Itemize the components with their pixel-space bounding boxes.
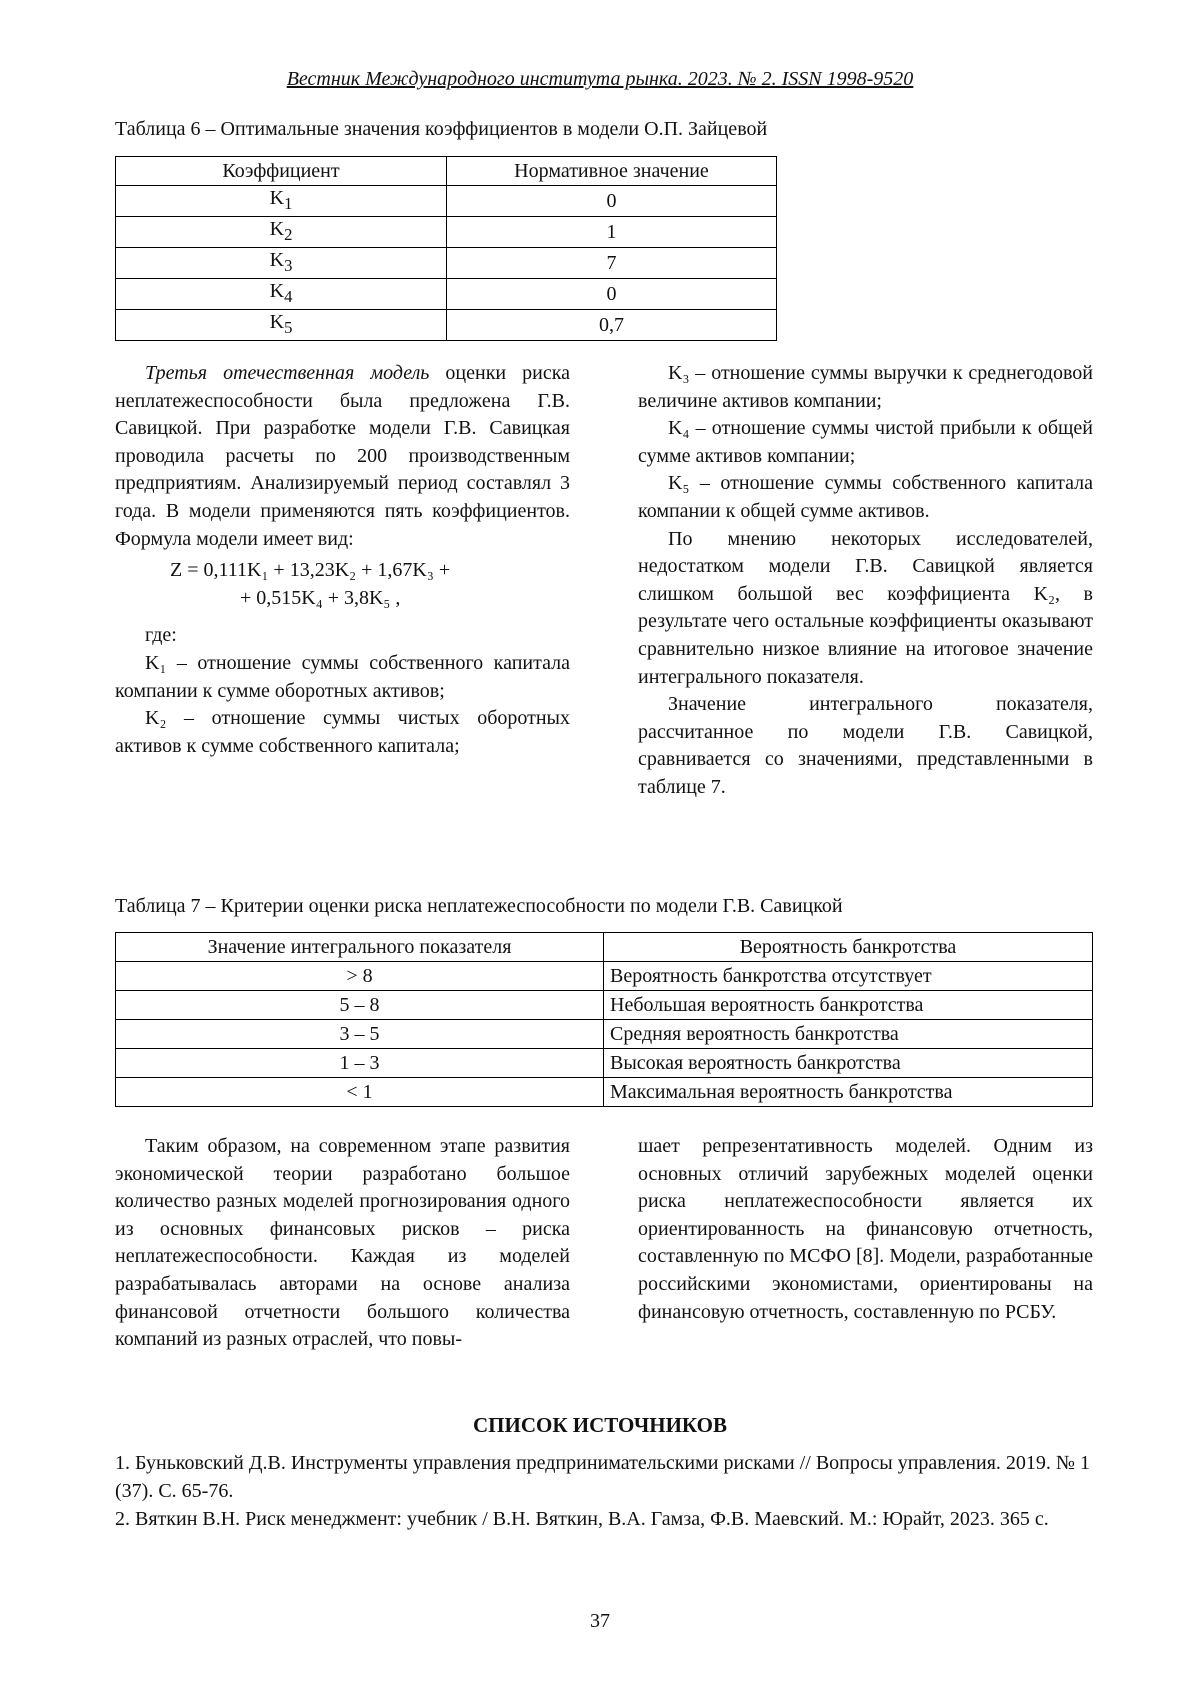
value-cell: 0,7	[447, 310, 777, 341]
left-column	[115, 360, 570, 760]
table-row	[116, 962, 1093, 991]
value-cell: 0	[447, 186, 777, 217]
formula-line-2: + 0,515K₄ + 3,8K₅ ,	[240, 586, 401, 609]
value-cell: 0	[447, 279, 777, 310]
coef-cell: $K_4$	[116, 279, 447, 310]
table7-header-row	[116, 933, 1093, 962]
references-title: СПИСОК ИСТОЧНИКОВ	[473, 1413, 727, 1437]
coef-cell: $K_1$	[116, 186, 447, 217]
coef-cell: $K_5$	[116, 310, 447, 341]
where-label: где:	[145, 624, 177, 647]
intro-paragraph: Третья отечественная модель оценки риска неплатежеспособности была предложена Г.В. Савицкой. При разработке модели Г.В. Савицкая проводила расчеты по 200 производственным предприятиям. Анализируемый период составлял 3 года. В модели применяются пять коэффициентов. Формула модели имеет вид:	[115, 362, 571, 550]
reference-item: 2. Вяткин В.Н. Риск менеджмент: учебник / В.Н. Вяткин, В.А. Гамза, Ф.В. Маевский. М.: Юрайт, 2023. 365 с.	[115, 1508, 1049, 1530]
table7	[115, 932, 1093, 1107]
k1-definition: K₁ – отношение суммы собственного капитала компании к сумме оборотных активов;	[115, 651, 570, 702]
table-row	[116, 279, 777, 310]
conclusion-right	[638, 1133, 1093, 1326]
value-cell: < 1	[116, 1078, 604, 1107]
value-cell: 3 – 5	[116, 1020, 604, 1049]
table6-caption: Таблица 6 – Оптимальные значения коэффициентов в модели О.П. Зайцевой	[115, 118, 768, 140]
table6-header-coef: Коэффициент	[116, 157, 447, 186]
conclusion-paragraph: Таким образом, на современном этапе развития экономической теории разработано большое количество разных моделей прогнозирования одного из основных финансовых рисков – риска неплатежеспособности. Каждая из моделей разрабатывалась авторами на основе анализа финансовой отчетности большого количества компаний из разных отраслей, что повы-	[115, 1135, 570, 1351]
table6-header-row	[116, 157, 777, 186]
conclusion-left	[115, 1133, 570, 1354]
table-row	[116, 217, 777, 248]
k5-definition: K₅ – отношение суммы собственного капитала компании к общей сумме активов.	[638, 472, 1093, 522]
opinion-paragraph: По мнению некоторых исследователей, недостатком модели Г.В. Савицкой является слишком большой вес коэффициента K₂, в результате чего остальные коэффициенты оказывают сравнительно низкое влияние на итоговое значение интегрального показателя.	[638, 527, 1093, 688]
table-row	[116, 310, 777, 341]
prob-cell: Вероятность банкротства отсутствует	[604, 962, 1093, 991]
comparison-paragraph: Значение интегрального показателя, рассчитанное по модели Г.В. Савицкой, сравнивается со значениями, представленными в таблице 7.	[638, 693, 1093, 798]
prob-cell: Высокая вероятность банкротства	[604, 1049, 1093, 1078]
table-row	[116, 1049, 1093, 1078]
prob-cell: Средняя вероятность банкротства	[604, 1020, 1093, 1049]
value-cell: 7	[447, 248, 777, 279]
k4-definition: K₄ – отношение суммы чистой прибыли к общей сумме активов компании;	[638, 417, 1093, 467]
table7-caption: Таблица 7 – Критерии оценки риска неплатежеспособности по модели Г.В. Савицкой	[115, 895, 843, 917]
journal-header: Вестник Международного института рынка. 2023. № 2. ISSN 1998-9520	[286, 68, 914, 90]
coef-cell: $K_3$	[116, 248, 447, 279]
table-row	[116, 186, 777, 217]
right-column	[638, 360, 1093, 802]
table-row	[116, 991, 1093, 1020]
value-cell: 5 – 8	[116, 991, 604, 1020]
table-row	[116, 248, 777, 279]
prob-cell: Максимальная вероятность банкротства	[604, 1078, 1093, 1107]
formula-line-1: Z = 0,111K₁ + 13,23K₂ + 1,67K₃ +	[170, 559, 451, 582]
table7-header-prob: Вероятность банкротства	[604, 933, 1093, 962]
k3-definition: K₃ – отношение суммы выручки к среднегодовой величине активов компании;	[638, 362, 1093, 412]
table-row	[116, 1020, 1093, 1049]
table6-header-value: Нормативное значение	[447, 157, 777, 186]
table-row	[116, 1078, 1093, 1107]
value-cell: > 8	[116, 962, 604, 991]
page-number: 37	[590, 1610, 610, 1632]
k2-definition: K₂ – отношение суммы чистых оборотных активов к сумме собственного капитала;	[115, 707, 570, 757]
table6	[115, 156, 777, 341]
prob-cell: Небольшая вероятность банкротства	[604, 991, 1093, 1020]
value-cell: 1	[447, 217, 777, 248]
table7-header-value: Значение интегрального показателя	[116, 933, 604, 962]
conclusion-continuation: шает репрезентативность моделей. Одним из основных отличий зарубежных моделей оценки риска неплатежеспособности является их ориентированность на финансовую отчетность, составленную по МСФО [8]. Модели, разработанные российскими экономистами, ориентированы на финансовую отчетность, составленную по РСБУ.	[638, 1135, 1093, 1323]
coef-cell: $K_2$	[116, 217, 447, 248]
value-cell: 1 – 3	[116, 1049, 604, 1078]
reference-item: 1. Буньковский Д.В. Инструменты управления предпринимательскими рисками // Вопросы управления. 2019. № 1 (37). С. 65-76.	[115, 1452, 1090, 1502]
